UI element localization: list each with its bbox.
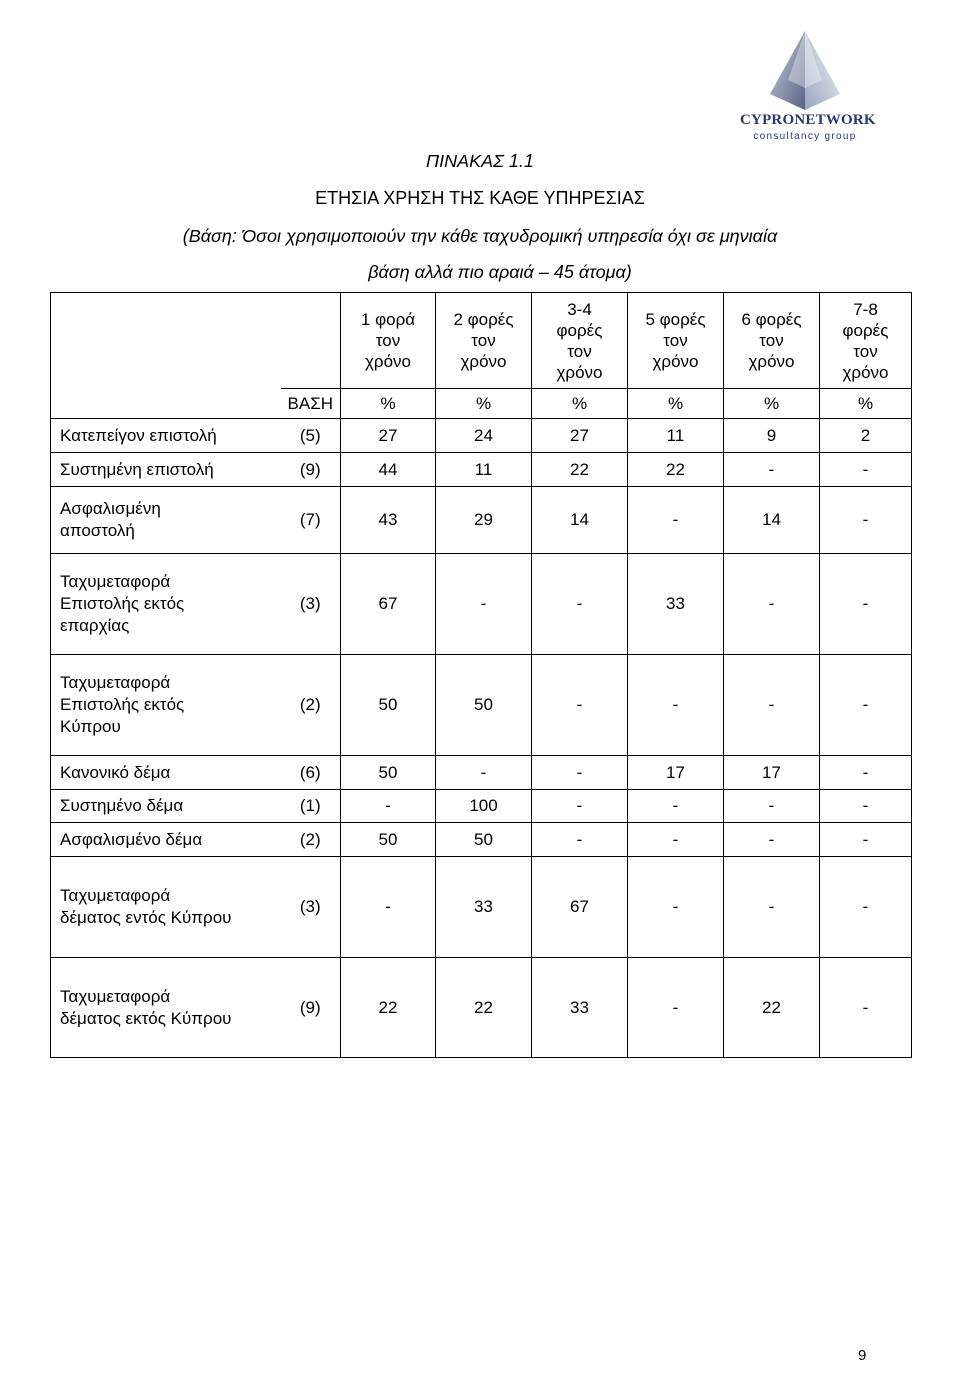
row-base: (9) [281,958,341,1058]
row-base: (1) [281,790,341,823]
value-cell: 11 [628,419,724,453]
unit-cell: % [436,389,532,419]
table-row [51,857,912,958]
value-cell: - [820,453,912,487]
row-label: Ταχυμεταφορά δέματος εκτός Κύπρου [51,958,281,1058]
value-cell: - [628,958,724,1058]
column-header: 1 φορά τον χρόνο [341,293,436,389]
value-cell: - [820,487,912,554]
row-base: (7) [281,487,341,554]
table-base-line1: (Βάση: Όσοι χρησιμοποιούν την κάθε ταχυδρομική υπηρεσία όχι σε μηνιαία [182,226,778,246]
column-header: 6 φορές τον χρόνο [724,293,820,389]
table-row [51,823,912,857]
unit-row [51,389,912,419]
value-cell: 22 [436,958,532,1058]
header-empty-label [51,293,281,389]
value-cell: 29 [436,487,532,554]
header-empty-base [281,293,341,389]
column-header: 3-4 φορές τον χρόνο [532,293,628,389]
column-header: 5 φορές τον χρόνο [628,293,724,389]
value-cell: - [724,790,820,823]
row-base: (2) [281,823,341,857]
base-label: ΒΑΣΗ [281,389,341,419]
row-base: (3) [281,857,341,958]
logo-name: CYPRONETWORK [740,112,876,128]
table-row [51,453,912,487]
value-cell: - [532,790,628,823]
value-cell: 50 [341,756,436,790]
value-cell: 33 [628,554,724,655]
unit-cell: % [628,389,724,419]
value-cell: 27 [532,419,628,453]
row-label: Ασφαλισμένη αποστολή [51,487,281,554]
table-row [51,655,912,756]
value-cell: 11 [436,453,532,487]
value-cell: 67 [532,857,628,958]
column-header: 7-8 φορές τον χρόνο [820,293,912,389]
pyramid-icon [740,28,870,112]
value-cell: 22 [724,958,820,1058]
value-cell: 22 [628,453,724,487]
unit-cell: % [820,389,912,419]
row-label: Ταχυμεταφορά Επιστολής εκτός Κύπρου [51,655,281,756]
logo-subtitle: consultancy group [753,131,857,142]
row-base: (9) [281,453,341,487]
value-cell: 50 [341,823,436,857]
value-cell: - [341,790,436,823]
value-cell: - [532,655,628,756]
value-cell: 9 [724,419,820,453]
column-header: 2 φορές τον χρόνο [436,293,532,389]
value-cell: 50 [436,655,532,756]
table-base-line2: βάση αλλά πιο αραιά – 45 άτομα) [368,262,632,282]
table-row [51,756,912,790]
row-label: Ταχυμεταφορά δέματος εντός Κύπρου [51,857,281,958]
table-row [51,554,912,655]
value-cell: 2 [820,419,912,453]
usage-table [50,292,912,1058]
value-cell: - [436,554,532,655]
row-label: Ασφαλισμένο δέμα [51,823,281,857]
value-cell: 33 [436,857,532,958]
unit-row-empty [51,389,281,419]
value-cell: 44 [341,453,436,487]
row-base: (5) [281,419,341,453]
value-cell: 14 [532,487,628,554]
value-cell: - [724,823,820,857]
row-base: (3) [281,554,341,655]
header-row [51,293,912,389]
table-row [51,487,912,554]
value-cell: - [724,857,820,958]
row-base: (2) [281,655,341,756]
value-cell: - [341,857,436,958]
value-cell: - [820,857,912,958]
value-cell: 43 [341,487,436,554]
value-cell: 24 [436,419,532,453]
value-cell: - [820,790,912,823]
value-cell: - [628,823,724,857]
value-cell: - [628,487,724,554]
unit-cell: % [532,389,628,419]
value-cell: 67 [341,554,436,655]
unit-cell: % [724,389,820,419]
table-row [51,419,912,453]
row-label: Συστημένο δέμα [51,790,281,823]
row-label: Ταχυμεταφορά Επιστολής εκτός επαρχίας [51,554,281,655]
row-label: Συστημένη επιστολή [51,453,281,487]
value-cell: 22 [341,958,436,1058]
value-cell: 27 [341,419,436,453]
row-label: Κανονικό δέμα [51,756,281,790]
value-cell: - [724,655,820,756]
unit-cell: % [341,389,436,419]
table-row [51,790,912,823]
value-cell: - [820,958,912,1058]
value-cell: - [628,857,724,958]
value-cell: - [628,790,724,823]
value-cell: 33 [532,958,628,1058]
value-cell: - [724,554,820,655]
cypronetwork-logo [740,28,876,148]
value-cell: - [820,655,912,756]
table-title: ΕΤΗΣΙΑ ΧΡΗΣΗ ΤΗΣ ΚΑΘΕ ΥΠΗΡΕΣΙΑΣ [315,188,645,208]
value-cell: - [724,453,820,487]
value-cell: - [436,756,532,790]
value-cell: - [628,655,724,756]
value-cell: 50 [436,823,532,857]
row-label: Κατεπείγον επιστολή [51,419,281,453]
value-cell: 17 [628,756,724,790]
value-cell: 14 [724,487,820,554]
page-number: 9 [858,1347,867,1364]
value-cell: - [532,554,628,655]
table-row [51,958,912,1058]
value-cell: - [820,554,912,655]
row-base: (6) [281,756,341,790]
value-cell: - [532,823,628,857]
value-cell: - [532,756,628,790]
value-cell: 100 [436,790,532,823]
value-cell: 50 [341,655,436,756]
value-cell: 17 [724,756,820,790]
value-cell: 22 [532,453,628,487]
value-cell: - [820,823,912,857]
table-number: ΠΙΝΑΚΑΣ 1.1 [426,151,534,171]
value-cell: - [820,756,912,790]
